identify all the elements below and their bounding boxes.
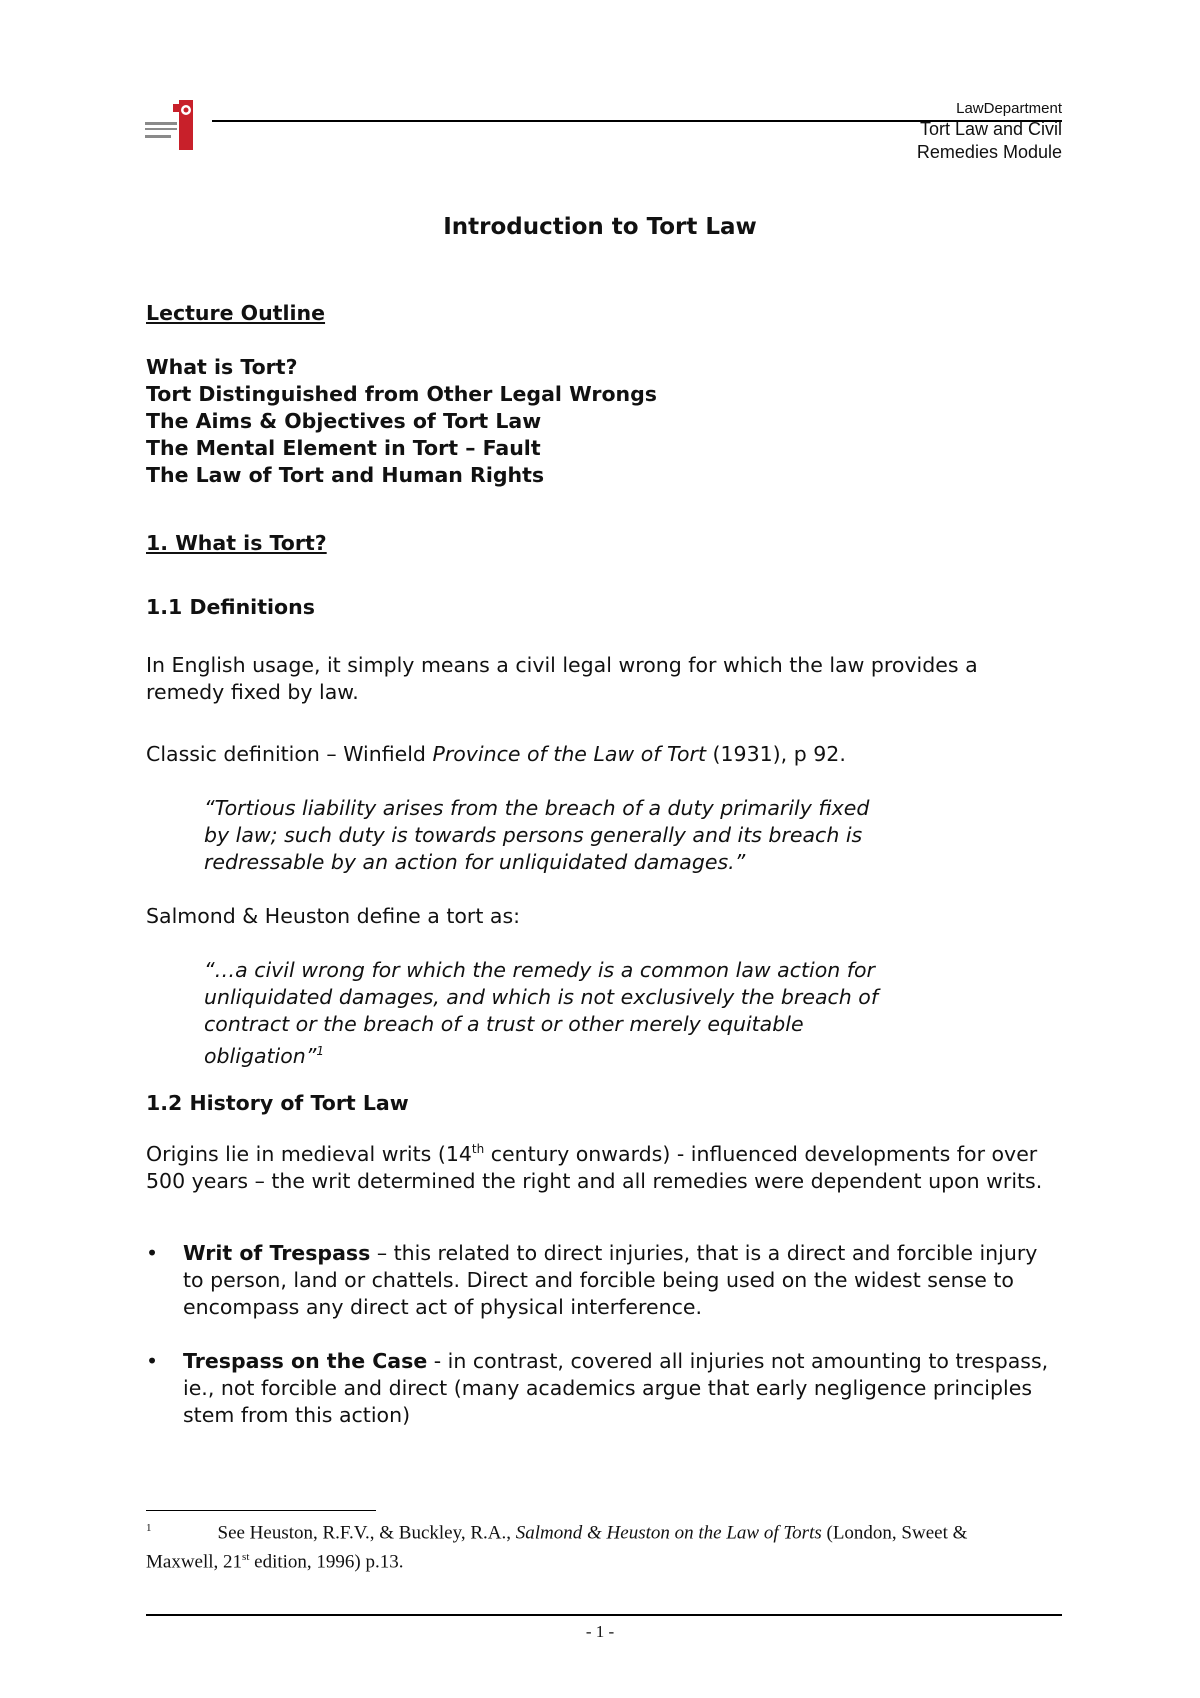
outline-heading	[146, 300, 1062, 327]
footnote-number: 1	[146, 1522, 152, 1534]
history-text-b: century onwards) - influenced developments for over 500 years – the writ determined the right and all remedies were dependent upon writs.	[146, 1141, 1043, 1193]
quote-line: contract or the breach of a trust or other merely equitable	[204, 1012, 804, 1036]
outline-heading-text: Lecture Outline	[146, 301, 326, 325]
classic-definition-suffix: (1931), p 92.	[705, 742, 846, 766]
footnote	[146, 1516, 1026, 1575]
subsection-1-1-heading: 1.1 Definitions	[146, 595, 315, 619]
footnote-reference: 1	[316, 1044, 325, 1058]
footnote-superscript: st	[242, 1551, 250, 1564]
history-paragraph	[146, 1136, 1062, 1195]
history-superscript: th	[471, 1142, 485, 1156]
footnote-prefix: See Heuston, R.F.V., & Buckley, R.A.,	[217, 1522, 516, 1544]
bullet-item	[146, 1348, 1062, 1429]
quote-line: “Tortious liability arises from the breach of a duty primarily fixed	[204, 796, 870, 820]
quote-line: “…a civil wrong for which the remedy is a common law action for	[204, 958, 875, 982]
footnote-mid: (London, Sweet & Maxwell, 21	[146, 1522, 968, 1573]
page-header	[917, 100, 1062, 164]
bullet-description: - in contrast, covered all injuries not amounting to trespass, ie., not forcible and direct (many academics argue that early negligence principles stem from this action)	[183, 1349, 1049, 1427]
subsection-1-2-heading: 1.2 History of Tort Law	[146, 1091, 409, 1115]
outline-list	[146, 354, 1062, 489]
outline-item: What is Tort?	[146, 355, 298, 379]
outline-item: Tort Distinguished from Other Legal Wrongs	[146, 382, 657, 406]
bullet-item	[146, 1240, 1062, 1321]
quote-line: by law; such duty is towards persons generally and its breach is	[204, 823, 863, 847]
history-text-a: Origins lie in medieval writs (14	[146, 1141, 472, 1166]
winfield-quote	[204, 795, 964, 876]
outline-item: The Law of Tort and Human Rights	[146, 463, 545, 487]
header-module-line2: Remedies Module	[916, 142, 1062, 162]
header-department: LawDepartment	[956, 100, 1062, 117]
footnote-separator	[146, 1510, 376, 1511]
bullet-term: Writ of Trespass	[183, 1241, 371, 1265]
outline-item: The Mental Element in Tort – Fault	[146, 436, 541, 460]
classic-definition-prefix: Classic definition – Winfield	[146, 742, 433, 766]
salmond-intro: Salmond & Heuston define a tort as:	[146, 904, 521, 928]
bullet-text	[183, 1240, 1062, 1321]
university-logo	[145, 100, 193, 150]
section-1-heading-text: 1. What is Tort?	[146, 531, 327, 555]
classic-definition	[146, 741, 1062, 768]
bullet-icon: •	[146, 1349, 159, 1373]
quote-line-last	[204, 1038, 964, 1070]
bullet-term: Trespass on the Case	[183, 1349, 428, 1373]
outline-item: The Aims & Objectives of Tort Law	[146, 409, 542, 433]
footnote-suffix: edition, 1996) p.13.	[249, 1551, 404, 1573]
definition-paragraph: In English usage, it simply means a civil legal wrong for which the law provides a remedy fixed by law.	[146, 653, 978, 704]
quote-line: redressable by an action for unliquidated damages.”	[204, 850, 746, 874]
document-title: Introduction to Tort Law	[443, 214, 757, 240]
page-number: - 1 -	[585, 1622, 615, 1641]
footnote-book: Salmond & Heuston on the Law of Torts	[515, 1522, 822, 1544]
bullet-text	[183, 1348, 1062, 1429]
quote-line: obligation”	[204, 1043, 317, 1068]
bullet-icon: •	[146, 1241, 159, 1265]
bullet-description: – this related to direct injuries, that is a direct and forcible injury to person, land or chattels. Direct and forcible being used on the widest sense to encompass any direct act of physical interference.	[183, 1241, 1038, 1319]
classic-definition-book: Province of the Law of Tort	[432, 742, 706, 766]
salmond-quote	[204, 957, 964, 1070]
quote-line: unliquidated damages, and which is not exclusively the breach of	[204, 985, 879, 1009]
footer-rule	[146, 1614, 1062, 1616]
section-1-heading	[146, 530, 1062, 557]
header-module-line1: Tort Law and Civil	[919, 119, 1062, 139]
